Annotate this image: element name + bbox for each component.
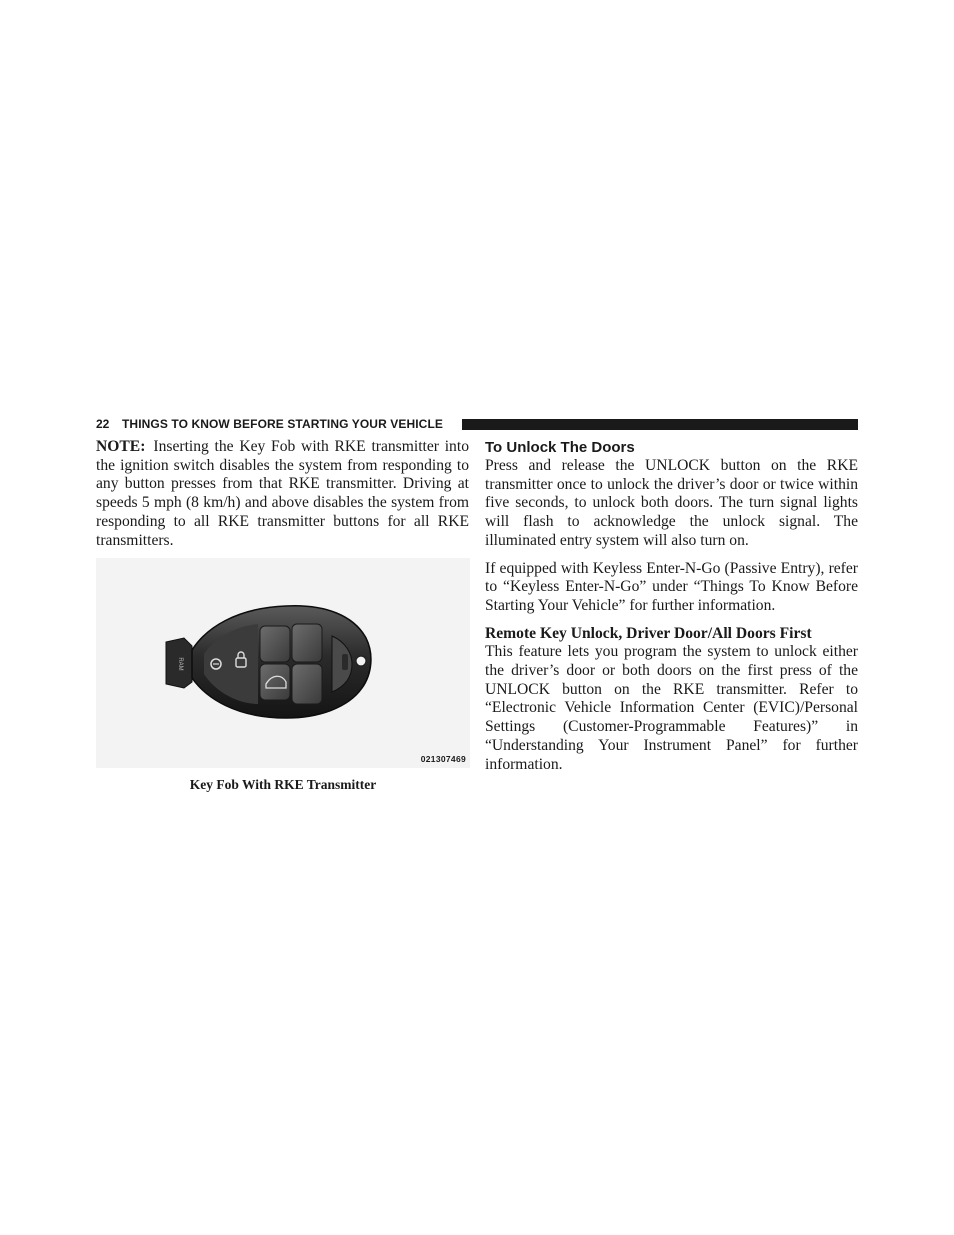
left-column	[96, 438, 469, 550]
figure-caption: Key Fob With RKE Transmitter	[189, 777, 377, 792]
section-title: THINGS TO KNOW BEFORE STARTING YOUR VEHICLE	[122, 417, 443, 431]
header-rule	[462, 419, 858, 430]
svg-text:RAM: RAM	[177, 657, 183, 671]
section-heading: To Unlock The Doors	[485, 439, 635, 456]
subheading: Remote Key Unlock, Driver Door/All Doors First	[485, 624, 812, 642]
key-fob-icon	[96, 558, 470, 768]
paragraph-unlock: Press and release the UNLOCK button on the RKE transmitter once to unlock the driver’s door or twice within five seconds, to unlock both doors. The turn signal lights will flash to acknowledge the unlock signal. The illuminated entry system will also turn on.	[485, 457, 858, 549]
key-fob-figure	[96, 558, 470, 768]
paragraph-remote-unlock: This feature lets you program the system to unlock either the driver’s door or both doors on the first press of the UNLOCK button on the RKE transmitter. Refer to “Electronic Vehicle Information Center (EVIC)/Personal Settings (Customer-Programmable Features)” in “Understanding Your Instrument Panel” for further information.	[485, 643, 858, 773]
note-label: NOTE:	[96, 438, 146, 455]
note-paragraph	[96, 438, 469, 550]
paragraph-keyless: If equipped with Keyless Enter-N-Go (Passive Entry), refer to “Keyless Enter-N-Go” under “Things To Know Before Starting Your Vehicle” for further information.	[485, 559, 858, 614]
page-number: 22	[96, 417, 110, 431]
page-header	[96, 416, 858, 432]
right-column	[485, 438, 858, 774]
note-text: Inserting the Key Fob with RKE transmitter into the ignition switch disables the system from responding to any button presses from that RKE transmitter. Driving at speeds 5 mph (8 km/h) and above disables the system from responding to all RKE transmitter buttons for all RKE transmitters.	[96, 438, 469, 549]
figure-code: 021307469	[420, 754, 466, 764]
